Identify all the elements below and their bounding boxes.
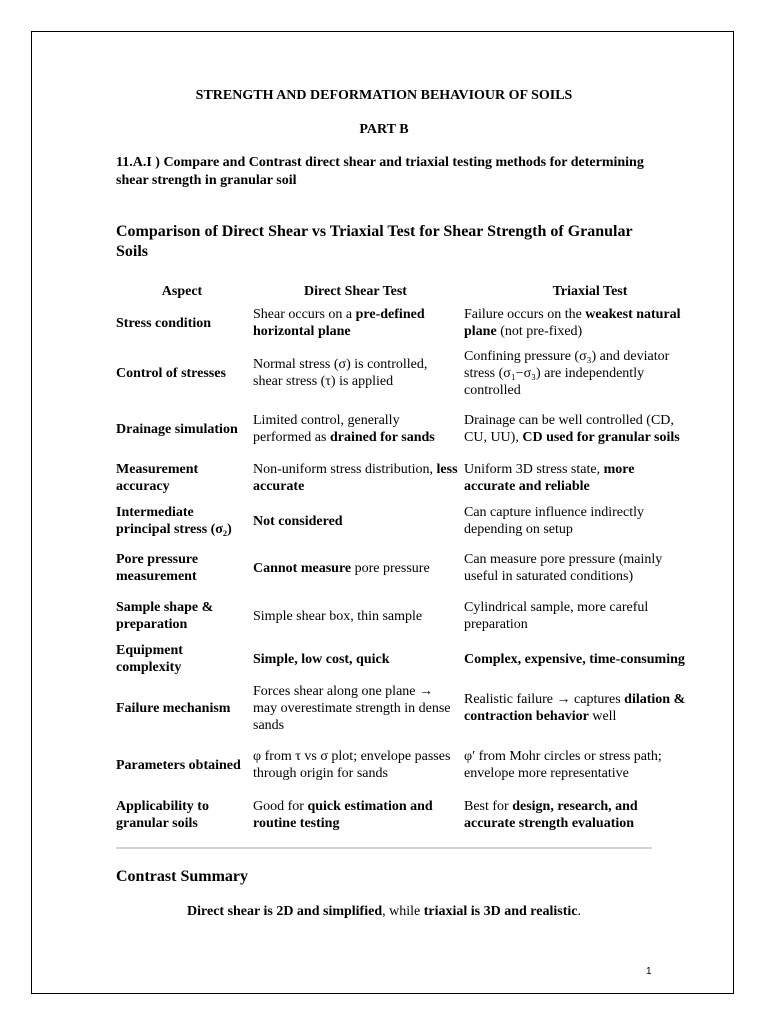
aspect-cell: [116, 501, 248, 541]
triaxial-text: Cylindrical sample, more careful preparation: [464, 600, 649, 632]
table-row: [0, 745, 768, 785]
direct-shear-cell: [253, 640, 458, 678]
aspect-cell: [116, 745, 248, 785]
direct-shear-cell: [253, 501, 458, 541]
direct-shear-text: Cannot measure pore pressure: [253, 560, 430, 576]
table-row: [0, 501, 768, 541]
triaxial-cell: [464, 640, 686, 678]
aspect-label: Drainage simulation: [116, 421, 238, 437]
direct-shear-text: Limited control, generally performed as drained for sands: [253, 413, 435, 445]
direct-shear-text: Simple, low cost, quick: [253, 651, 390, 667]
table-row: [0, 596, 768, 636]
triaxial-cell: [464, 501, 686, 541]
table-row: [0, 347, 768, 399]
triaxial-text: Failure occurs on the weakest natural plane (not pre-fixed): [464, 307, 681, 339]
aspect-cell: [116, 305, 248, 341]
section-heading: Comparison of Direct Shear vs Triaxial Test for Shear Strength of Granular Soils: [116, 223, 633, 260]
contrast-heading: Contrast Summary: [116, 868, 248, 885]
aspect-cell: [116, 546, 248, 590]
direct-shear-cell: [253, 745, 458, 785]
aspect-cell: [116, 640, 248, 678]
triaxial-cell: [464, 305, 686, 341]
table-row: [0, 305, 768, 341]
triaxial-text: Confining pressure (σ₃) and deviator stress (σ₁−σ₃) are independently controlled: [464, 348, 670, 398]
direct-shear-cell: [253, 459, 458, 497]
direct-shear-text: Shear occurs on a pre-defined horizontal plane: [253, 307, 425, 339]
direct-shear-text: Non-uniform stress distribution, less accurate: [253, 462, 458, 494]
aspect-label: Applicability to granular soils: [116, 799, 209, 831]
triaxial-cell: [464, 347, 686, 399]
aspect-cell: [116, 403, 248, 455]
triaxial-cell: [464, 596, 686, 636]
aspect-label: Control of stresses: [116, 365, 226, 381]
page-number: 1: [646, 966, 652, 977]
aspect-cell: [116, 459, 248, 497]
table-row: [0, 546, 768, 590]
aspect-cell: [116, 682, 248, 734]
direct-shear-text: Simple shear box, thin sample: [253, 608, 423, 624]
direct-shear-cell: [253, 795, 458, 835]
triaxial-text: Can capture influence indirectly depending on setup: [464, 505, 644, 537]
contrast-summary: [0, 904, 768, 920]
aspect-cell: [116, 795, 248, 835]
part-label: PART B: [359, 122, 409, 137]
aspect-cell: [116, 596, 248, 636]
table-row: [0, 682, 768, 734]
triaxial-cell: [464, 403, 686, 455]
direct-shear-cell: [253, 596, 458, 636]
triaxial-text: Uniform 3D stress state, more accurate and reliable: [464, 462, 635, 494]
table-row: [0, 640, 768, 678]
triaxial-cell: [464, 546, 686, 590]
triaxial-text: Best for design, research, and accurate strength evaluation: [464, 799, 638, 831]
triaxial-text: φ′ from Mohr circles or stress path; envelope more representative: [464, 749, 662, 781]
table-header: [0, 282, 768, 300]
aspect-label: Equipment complexity: [116, 643, 183, 675]
table-row: [0, 795, 768, 835]
direct-shear-cell: [253, 682, 458, 734]
direct-shear-cell: [253, 305, 458, 341]
section-divider: [116, 847, 652, 849]
direct-shear-text: φ from τ vs σ plot; envelope passes through origin for sands: [253, 749, 451, 781]
direct-shear-text: Not considered: [253, 513, 343, 529]
header-triaxial: Triaxial Test: [552, 283, 628, 299]
direct-shear-cell: [253, 347, 458, 399]
document-title: STRENGTH AND DEFORMATION BEHAVIOUR OF SOILS: [195, 88, 573, 103]
table-row: [0, 459, 768, 497]
triaxial-text: Realistic failure → captures dilation & contraction behavior well: [464, 692, 686, 724]
direct-shear-cell: [253, 403, 458, 455]
header-aspect: Aspect: [161, 283, 203, 299]
header-direct-shear: Direct Shear Test: [304, 283, 407, 299]
aspect-label: Measurement accuracy: [116, 462, 199, 494]
triaxial-text: Can measure pore pressure (mainly useful in saturated conditions): [464, 552, 663, 584]
aspect-label: Failure mechanism: [116, 700, 231, 716]
aspect-label: Intermediate principal stress (σ₂): [116, 505, 232, 537]
aspect-label: Sample shape & preparation: [116, 600, 214, 632]
summary-text: Direct shear is 2D and simplified, while triaxial is 3D and realistic.: [187, 904, 581, 919]
triaxial-cell: [464, 459, 686, 497]
direct-shear-text: Forces shear along one plane → may overestimate strength in dense sands: [253, 683, 451, 733]
triaxial-cell: [464, 745, 686, 785]
direct-shear-text: Normal stress (σ) is controlled, shear stress (τ) is applied: [253, 357, 428, 389]
aspect-label: Pore pressure measurement: [116, 552, 199, 584]
aspect-label: Parameters obtained: [116, 757, 241, 773]
table-row: [0, 403, 768, 455]
question-text: 11.A.I ) Compare and Contrast direct shear and triaxial testing methods for determining shear strength in granular soil: [116, 155, 644, 188]
aspect-cell: [116, 347, 248, 399]
triaxial-cell: [464, 795, 686, 835]
triaxial-text: Drainage can be well controlled (CD, CU, UU), CD used for granular soils: [464, 413, 680, 445]
direct-shear-text: Good for quick estimation and routine testing: [253, 799, 433, 831]
direct-shear-cell: [253, 546, 458, 590]
triaxial-text: Complex, expensive, time-consuming: [464, 651, 685, 667]
triaxial-cell: [464, 682, 686, 734]
aspect-label: Stress condition: [116, 315, 212, 331]
